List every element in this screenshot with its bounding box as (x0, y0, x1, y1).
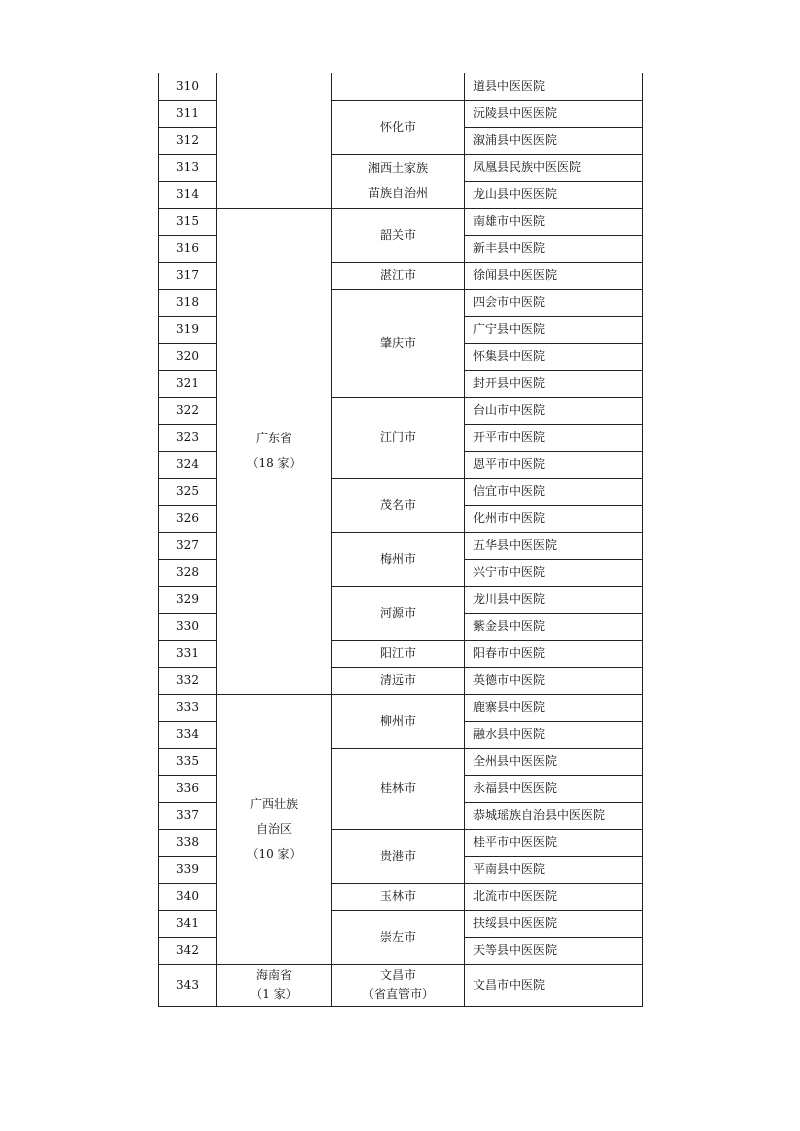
province-cell (217, 208, 332, 694)
row-number: 316 (159, 235, 217, 262)
city-cell: 崇左市 (332, 910, 465, 964)
row-number: 330 (159, 613, 217, 640)
row-number: 311 (159, 100, 217, 127)
city-line: 湘西土家族 (367, 161, 428, 175)
hospital-name: 封开县中医院 (465, 370, 643, 397)
row-number: 327 (159, 532, 217, 559)
city-cell: 肇庆市 (332, 289, 465, 397)
hospital-name: 平南县中医院 (465, 856, 643, 883)
city-cell: 怀化市 (332, 100, 465, 154)
province-line: 广东省 (255, 431, 292, 445)
city-cell: 江门市 (332, 397, 465, 478)
hospital-name: 兴宁市中医院 (465, 559, 643, 586)
hospital-name: 鹿寨县中医院 (465, 694, 643, 721)
province-line: 海南省 (255, 968, 292, 982)
city-line: （省直管市） (361, 987, 434, 1001)
hospital-name: 开平市中医院 (465, 424, 643, 451)
row-number: 336 (159, 775, 217, 802)
row-number: 342 (159, 937, 217, 964)
hospital-name: 融水县中医院 (465, 721, 643, 748)
city-cell: 贵港市 (332, 829, 465, 883)
hospital-name: 英德市中医院 (465, 667, 643, 694)
row-number: 319 (159, 316, 217, 343)
row-number: 334 (159, 721, 217, 748)
row-number: 328 (159, 559, 217, 586)
row-number: 332 (159, 667, 217, 694)
hospital-name: 文昌市中医院 (465, 964, 643, 1006)
city-cell: 湛江市 (332, 262, 465, 289)
row-number: 320 (159, 343, 217, 370)
row-number: 313 (159, 154, 217, 181)
hospital-name: 新丰县中医院 (465, 235, 643, 262)
city-line: 文昌市 (379, 968, 416, 982)
hospital-name: 恩平市中医院 (465, 451, 643, 478)
hospital-name: 凤凰县民族中医医院 (465, 154, 643, 181)
row-number: 331 (159, 640, 217, 667)
row-number: 322 (159, 397, 217, 424)
row-number: 314 (159, 181, 217, 208)
city-cell: 梅州市 (332, 532, 465, 586)
province-line: 广西壮族 (249, 796, 298, 811)
city-cell: 柳州市 (332, 694, 465, 748)
row-number: 343 (159, 964, 217, 1006)
hospital-name: 四会市中医院 (465, 289, 643, 316)
row-number: 324 (159, 451, 217, 478)
city-cell: 河源市 (332, 586, 465, 640)
row-number: 323 (159, 424, 217, 451)
row-number: 326 (159, 505, 217, 532)
row-number: 339 (159, 856, 217, 883)
row-number: 333 (159, 694, 217, 721)
hospital-name: 阳春市中医院 (465, 640, 643, 667)
city-cell (332, 154, 465, 208)
province-line: 自治区 (255, 821, 292, 836)
row-number: 312 (159, 127, 217, 154)
city-cell: 茂名市 (332, 478, 465, 532)
hospital-name: 五华县中医医院 (465, 532, 643, 559)
hospital-name: 徐闻县中医医院 (465, 262, 643, 289)
city-cell: 韶关市 (332, 208, 465, 262)
row-number: 325 (159, 478, 217, 505)
row-number: 318 (159, 289, 217, 316)
hospital-table (158, 73, 643, 1007)
hospital-name: 龙川县中医院 (465, 586, 643, 613)
province-cell (217, 964, 332, 1006)
hospital-name: 龙山县中医医院 (465, 181, 643, 208)
hospital-name: 化州市中医院 (465, 505, 643, 532)
province-line: （18 家） (246, 456, 302, 470)
row-number: 310 (159, 73, 217, 100)
hospital-name: 广宁县中医院 (465, 316, 643, 343)
city-line: 苗族自治州 (367, 186, 428, 200)
city-cell: 清远市 (332, 667, 465, 694)
hospital-name: 信宜市中医院 (465, 478, 643, 505)
province-line: （10 家） (246, 846, 302, 861)
province-line: （1 家） (250, 987, 298, 1001)
hospital-name: 天等县中医医院 (465, 937, 643, 964)
city-cell: 桂林市 (332, 748, 465, 829)
hospital-name: 紫金县中医院 (465, 613, 643, 640)
hospital-name: 北流市中医医院 (465, 883, 643, 910)
province-cell (217, 694, 332, 964)
hospital-name: 全州县中医医院 (465, 748, 643, 775)
table-row (159, 964, 643, 1006)
hospital-name: 怀集县中医院 (465, 343, 643, 370)
row-number: 337 (159, 802, 217, 829)
hospital-name: 台山市中医院 (465, 397, 643, 424)
hospital-name: 溆浦县中医医院 (465, 127, 643, 154)
province-cell-continued (217, 73, 332, 208)
row-number: 317 (159, 262, 217, 289)
row-number: 315 (159, 208, 217, 235)
hospital-name: 桂平市中医医院 (465, 829, 643, 856)
city-cell-continued (332, 73, 465, 100)
hospital-name: 永福县中医医院 (465, 775, 643, 802)
city-cell: 玉林市 (332, 883, 465, 910)
hospital-name: 恭城瑶族自治县中医医院 (465, 802, 643, 829)
hospital-name: 扶绥县中医医院 (465, 910, 643, 937)
row-number: 335 (159, 748, 217, 775)
hospital-name: 沅陵县中医医院 (465, 100, 643, 127)
row-number: 329 (159, 586, 217, 613)
city-cell: 阳江市 (332, 640, 465, 667)
row-number: 341 (159, 910, 217, 937)
hospital-name: 道县中医医院 (465, 73, 643, 100)
table-row (159, 73, 643, 100)
table-row (159, 694, 643, 721)
hospital-name: 南雄市中医院 (465, 208, 643, 235)
table-row (159, 208, 643, 235)
row-number: 338 (159, 829, 217, 856)
row-number: 340 (159, 883, 217, 910)
row-number: 321 (159, 370, 217, 397)
city-cell (332, 964, 465, 1006)
